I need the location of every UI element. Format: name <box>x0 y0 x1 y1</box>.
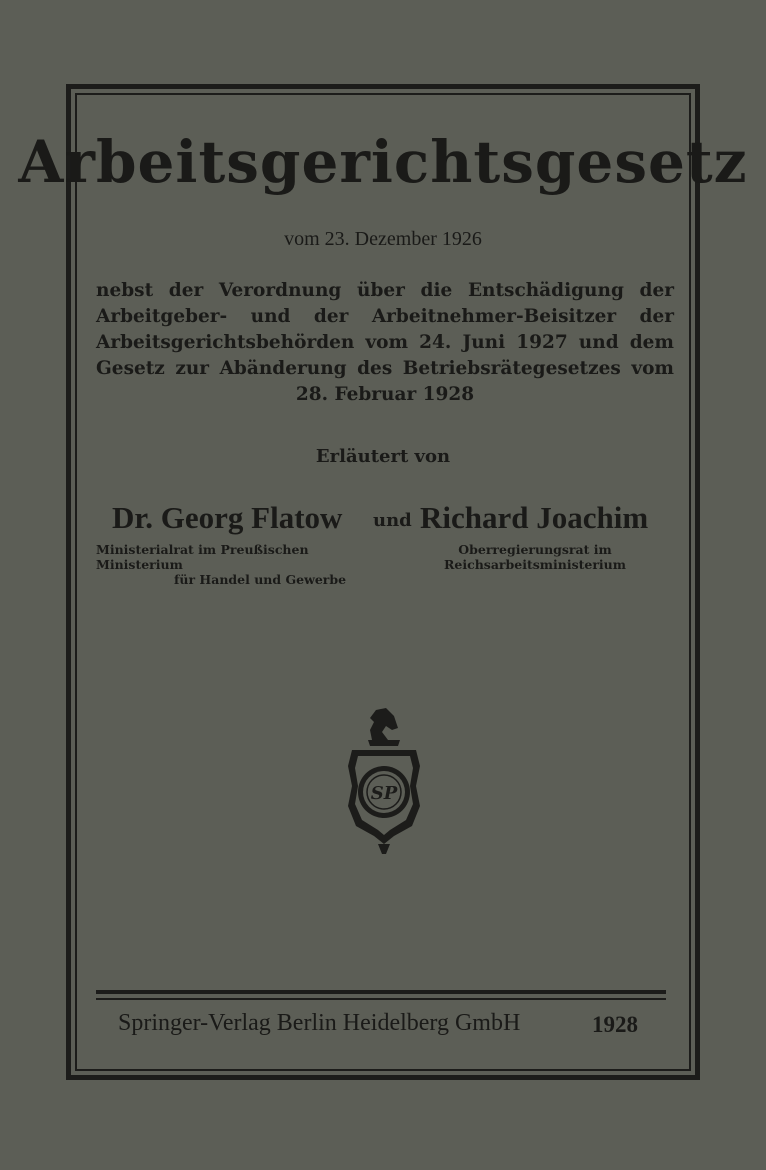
author-2-role-line1: Oberregierungsrat im <box>458 542 612 557</box>
subtitle: nebst der Verordnung über die Entschädigung der Arbeitgeber- und der Arbeitnehmer-Beisitzer der Arbeitsgerichtsbehörden vom 24. Juni 1927 und dem Gesetz zur Abänderung des Betriebsrätegesetzes vom 28. Februar 1928 <box>96 280 674 405</box>
logo-monogram: SP <box>370 783 398 804</box>
springer-knight-emblem-icon <box>342 706 426 856</box>
footer-rule-thick <box>96 990 666 994</box>
law-date: vom 23. Dezember 1926 <box>284 228 482 250</box>
author-1-role <box>96 542 388 587</box>
author-1-name: Dr. Georg Flatow <box>112 500 343 535</box>
author-1-role-line1: Ministerialrat im Preußischen Ministerium <box>96 542 309 572</box>
author-2-name: Richard Joachim <box>420 500 649 535</box>
author-connector: und <box>373 510 412 531</box>
author-2-role-line2: Reichsarbeitsministerium <box>444 557 626 572</box>
footer-rule-thin <box>96 998 666 1000</box>
publication-year: 1928 <box>592 1012 638 1037</box>
book-title: Arbeitsgerichtsgesetz <box>18 128 748 196</box>
publisher: Springer-Verlag Berlin Heidelberg GmbH <box>118 1010 521 1036</box>
author-1-role-line2: für Handel und Gewerbe <box>174 572 347 587</box>
explained-by: Erläutert von <box>315 446 451 467</box>
author-2-role <box>430 542 640 572</box>
